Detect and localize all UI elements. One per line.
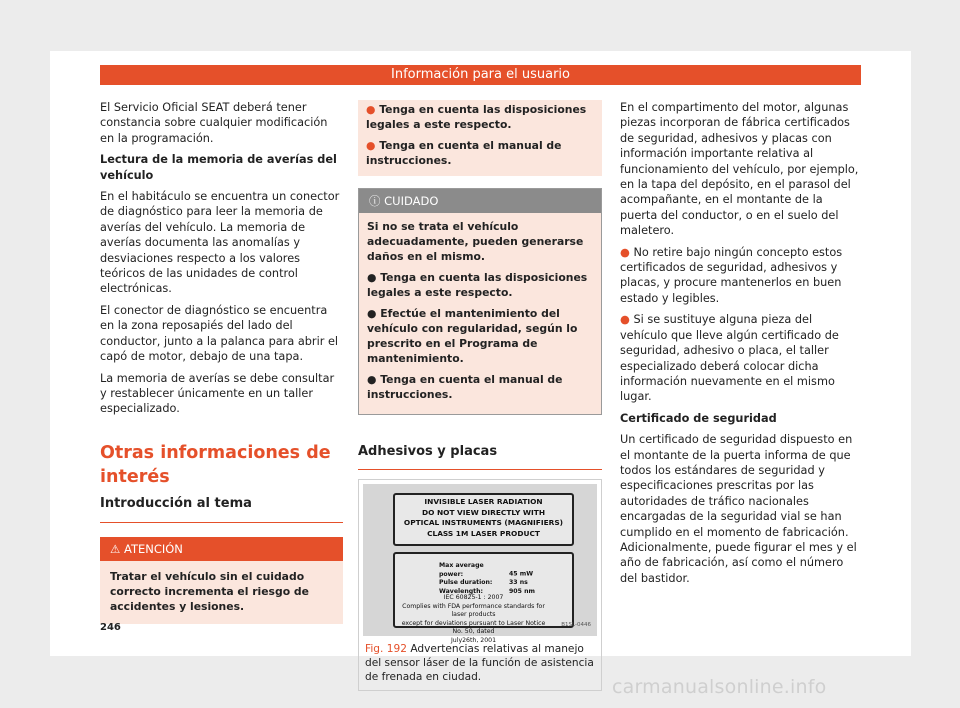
figure [358, 479, 602, 691]
heading-safety-certificate: Certificado de seguridad [620, 411, 777, 425]
caution-title-text: CUIDADO [384, 194, 439, 208]
paragraph: En el habitáculo se encuentra un conector de diagnóstico para leer la memoria de averías del vehículo. La memoria de averías documenta las anomalías y desviaciones respecto a los valores teóricos de las unidades de control electrónicas. [100, 190, 340, 296]
list-item: ● Tenga en cuenta las disposiciones legales a este respecto. [367, 271, 588, 299]
warning-text: Tratar el vehículo sin el cuidado correcto incrementa el riesgo de accidentes y lesiones. [110, 569, 309, 613]
heading-fault-memory: Lectura de la memoria de averías del vehículo [100, 153, 337, 182]
warning-triangle-icon: ⚠ [110, 541, 121, 556]
subsection-title: Introducción al tema [100, 495, 343, 523]
paragraph: Un certificado de seguridad dispuesto en el montante de la puerta informa de que todos los estándares de seguridad y especificaciones prescritas por las autoridades de tráfico nacionales encargadas de la seguridad vial se han cumplido en el momento de fabricación. Adicionalmente, puede figurar el mes y el año de fabricación, así como el número del bastidor. [620, 433, 857, 585]
warning-box [100, 537, 343, 624]
column-right [620, 100, 862, 592]
bullet-icon: ● [620, 313, 634, 327]
column-middle [358, 100, 602, 691]
bullet-icon: ● [366, 139, 380, 152]
page-header: Información para el usuario [100, 65, 861, 85]
list-item: ● Si se sustituye alguna pieza del vehículo que lleve algún certificado de seguridad, adhesivo o placa, el taller especializado deberá colocar dicha información nuevamente en el mismo lugar. [620, 313, 839, 404]
laser-warning-label: INVISIBLE LASER RADIATION DO NOT VIEW DIRECTLY WITH OPTICAL INSTRUMENTS (MAGNIFIERS) CLASS 1M LASER PRODUCT [393, 493, 574, 546]
laser-sticker-image [363, 484, 597, 644]
bullet-icon: ● [366, 103, 380, 116]
caption-text: Advertencias relativas al manejo del sensor láser de la función de asistencia de frenada en ciudad. [365, 643, 594, 683]
bullet-icon: ● [367, 271, 381, 284]
spec-table: Max average power: 45 mW Pulse duration: 33 ns Wavelength: 905 nm [439, 562, 535, 595]
caution-title [359, 189, 601, 213]
laser-spec-label [393, 552, 574, 644]
list-item: ● Tenga en cuenta las disposiciones legales a este respecto. [366, 103, 587, 131]
caution-box [358, 188, 602, 415]
list-item: ● Efectúe el mantenimiento del vehículo con regularidad, según lo prescrito en el Programa de mantenimiento. [367, 307, 578, 365]
warning-title [100, 537, 343, 561]
page-number: 246 [100, 622, 121, 633]
paragraph: La memoria de averías se debe consultar y restablecer únicamente en un taller especializado. [100, 371, 335, 416]
list-item: ● Tenga en cuenta el manual de instrucciones. [367, 373, 563, 401]
bullet-icon: ● [367, 373, 381, 386]
caution-intro: Si no se trata el vehículo adecuadamente, pueden generarse daños en el mismo. [367, 220, 584, 263]
column-left [100, 100, 343, 624]
list-item: ● Tenga en cuenta el manual de instrucciones. [366, 139, 562, 167]
paragraph: El Servicio Oficial SEAT deberá tener constancia sobre cualquier modificación en la programación. [100, 101, 328, 145]
section-title: Adhesivos y placas [358, 443, 602, 470]
warning-title-text: ATENCIÓN [123, 541, 183, 556]
bullet-icon: ● [620, 245, 634, 259]
watermark: carmanualsonline.info [612, 676, 827, 698]
paragraph: El conector de diagnóstico se encuentra en la zona reposapiés del lado del conductor, junto a la palanca para abrir el capó de motor, debajo de una tapa. [100, 303, 339, 364]
paragraph: En el compartimento del motor, algunas piezas incorporan de fábrica certificados de seguridad, adhesivos y placas con información importante relativa al funcionamiento del vehículo, por ejemplo, en la tapa del depósito, en el parasol del acompañante, en el montante de la puerta del conductor, o en el suelo del maletero. [620, 101, 859, 238]
info-circle-icon: ⓘ [369, 194, 381, 208]
figure-number: Fig. 192 [365, 643, 407, 655]
caution-body [359, 213, 601, 414]
warning-continuation [358, 100, 602, 176]
section-title: Otras informaciones de interés [100, 442, 331, 487]
figure-code: B1SL-0446 [561, 621, 591, 628]
list-item: ● No retire bajo ningún concepto estos certificados de seguridad, adhesivos y placas, y procure mantenerlos en buen estado y legibles. [620, 245, 843, 305]
iec-text: IEC 60825-1 : 2007 Complies with FDA performance standards for laser products except for deviations pursuant to Laser Notice No. 50, dated July26th, 2001 [401, 594, 546, 644]
bullet-icon: ● [367, 307, 381, 320]
